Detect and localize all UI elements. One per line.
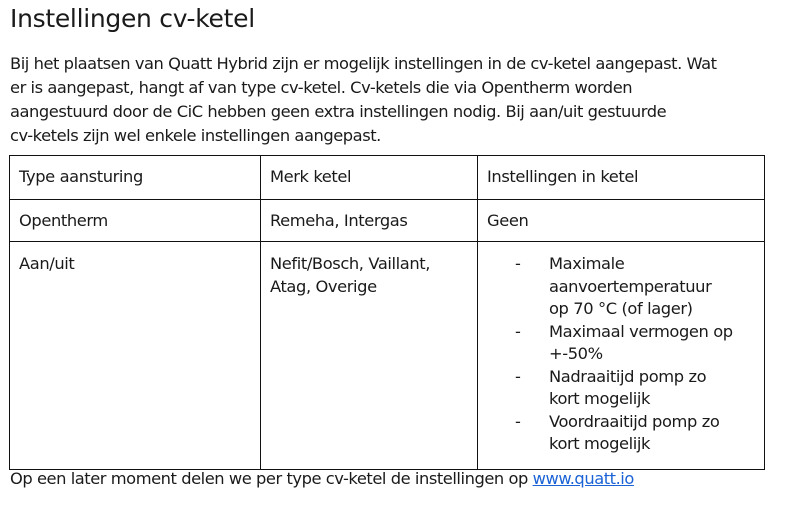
- item-line: kort mogelijk: [549, 389, 651, 408]
- quatt-link[interactable]: www.quatt.io: [532, 469, 634, 488]
- cell-type: Opentherm: [10, 200, 261, 242]
- item-line: kort mogelijk: [549, 434, 651, 453]
- footer-text: Op een later moment delen we per type cv-ketel de instellingen op: [10, 469, 533, 488]
- item-line: aanvoertemperatuur: [549, 276, 712, 296]
- item-line: +-50%: [549, 344, 603, 363]
- table-row: [10, 242, 765, 470]
- cell-brand: [261, 242, 478, 470]
- item-line: Maximaal vermogen op: [549, 321, 733, 341]
- dash-bullet: -: [515, 321, 521, 341]
- header-type: Type aansturing: [10, 156, 261, 200]
- settings-list: [487, 253, 756, 456]
- settings-list-item: [515, 366, 756, 411]
- item-line: op 70 °C (of lager): [549, 299, 693, 318]
- intro-line: cv-ketels zijn wel enkele instellingen aangepast.: [10, 126, 381, 145]
- cell-brand: Remeha, Intergas: [261, 200, 478, 242]
- cell-type: Aan/uit: [10, 242, 261, 470]
- cell-settings: Geen: [478, 200, 765, 242]
- settings-list-item: [515, 253, 756, 321]
- settings-list-item: [515, 321, 756, 366]
- settings-list-item: [515, 411, 756, 456]
- brand-line: Nefit/Bosch, Vaillant,: [270, 254, 431, 273]
- intro-line: er is aangepast, hangt af van type cv-ketel. Cv-ketels die via Opentherm worden: [10, 78, 633, 97]
- dash-bullet: -: [515, 366, 521, 386]
- settings-table: [9, 155, 765, 470]
- table-row: [10, 200, 765, 242]
- item-line: Voordraaitijd pomp zo: [549, 411, 720, 431]
- table-header-row: [10, 156, 765, 200]
- footer-note: [10, 469, 634, 488]
- intro-line: Bij het plaatsen van Quatt Hybrid zijn er mogelijk instellingen in de cv-ketel aangepast. Wat: [10, 54, 717, 73]
- header-settings: Instellingen in ketel: [478, 156, 765, 200]
- dash-bullet: -: [515, 411, 521, 431]
- item-line: Maximale: [549, 254, 625, 273]
- brand-line: Atag, Overige: [270, 276, 377, 296]
- intro-paragraph: [10, 52, 795, 148]
- page-title: Instellingen cv-ketel: [10, 4, 255, 33]
- header-brand: Merk ketel: [261, 156, 478, 200]
- intro-line: aangestuurd door de CiC hebben geen extra instellingen nodig. Bij aan/uit gestuurde: [10, 102, 667, 121]
- cell-settings: [478, 242, 765, 470]
- item-line: Nadraaitijd pomp zo: [549, 366, 707, 386]
- dash-bullet: -: [515, 254, 521, 273]
